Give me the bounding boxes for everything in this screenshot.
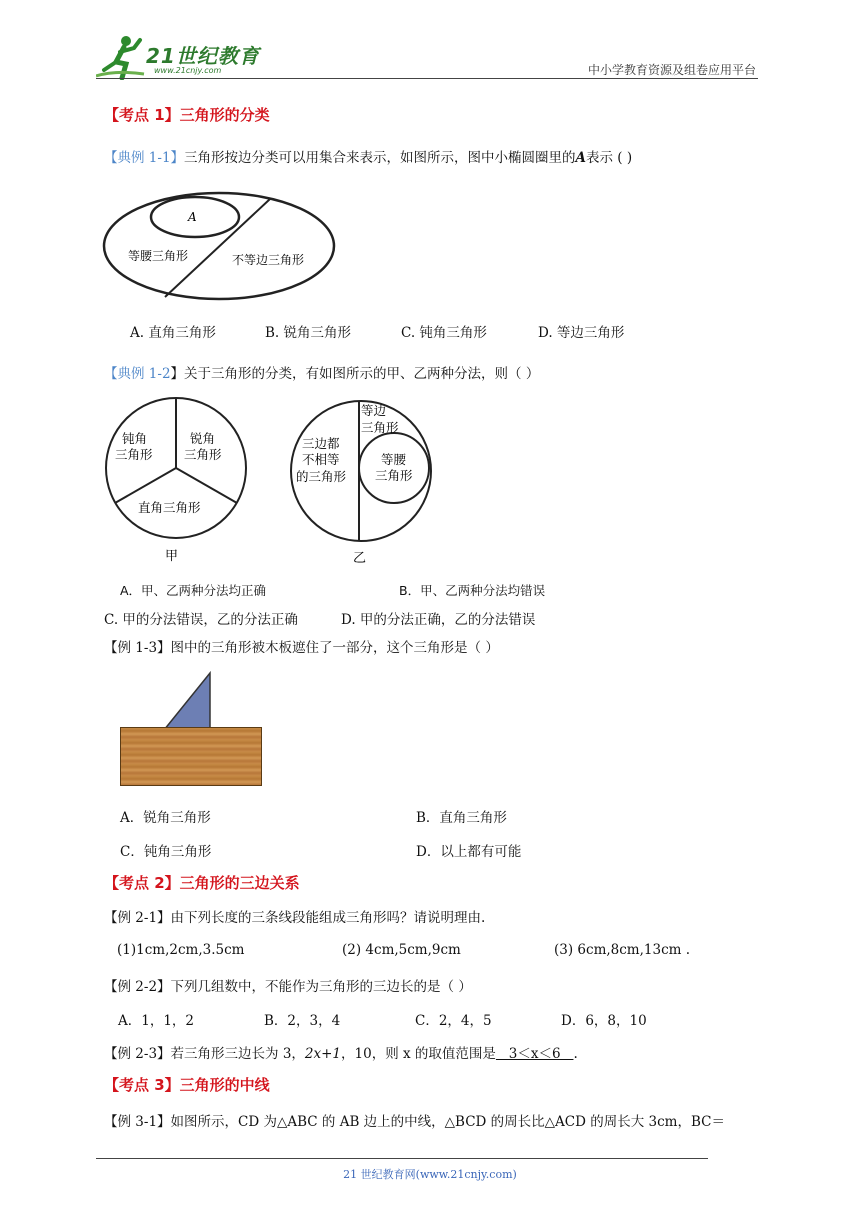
wood-board [120, 727, 262, 786]
section-title-1: 【考点 1】三角形的分类 [104, 106, 270, 124]
example-tag: 【典例 1-2 [104, 366, 171, 382]
yi-label-scalene-2: 不相等 [302, 452, 340, 467]
runner-logo-icon [96, 34, 148, 80]
jia-caption: 甲 [165, 549, 179, 564]
option-d[interactable]: D．以上都有可能 [416, 844, 522, 860]
option-d[interactable]: D. 等边三角形 [538, 325, 625, 341]
jia-label-obtuse-1: 钝角 [122, 431, 148, 446]
set-ellipse-figure [100, 190, 340, 305]
option-a[interactable]: A．甲、乙两种分法均正确 [120, 583, 267, 598]
option-a[interactable]: A. 直角三角形 [130, 325, 216, 341]
example-2-2-question: 【例 2-2】下列几组数中，不能作为三角形的三边长的是（ ） [104, 979, 472, 995]
figure-label-a: A [188, 210, 197, 224]
option-b[interactable]: B．2，3，4 [264, 1013, 341, 1029]
answer-blank: 3＜x＜6 [495, 1046, 574, 1062]
question-expr: 2x+1 [304, 1046, 342, 1062]
yi-label-equilateral-1: 等边 [361, 403, 387, 418]
option-d[interactable]: D. 甲的分法正确，乙的分法错误 [341, 612, 536, 628]
question-text: 【例 2-3】若三角形三边长为 3， [104, 1046, 305, 1062]
header-divider [96, 78, 758, 79]
footer-divider [96, 1158, 708, 1159]
classification-figure-jia [98, 396, 258, 566]
example-1-1-question [104, 146, 632, 166]
question-var: A [575, 150, 587, 166]
option-a[interactable]: A．锐角三角形 [120, 810, 211, 826]
question-text-b: ，10，则 x 的取值范围是 [341, 1046, 496, 1062]
question-end: 表示 ( ) [586, 150, 633, 166]
classification-figure-yi [286, 396, 446, 568]
question-text: 三角形按边分类可以用集合来表示，如图所示，图中小椭圆圈里的 [184, 150, 576, 166]
jia-label-obtuse-2: 三角形 [115, 447, 153, 462]
option-d[interactable]: D．6，8，10 [561, 1013, 647, 1029]
option-c[interactable]: C．钝角三角形 [120, 844, 212, 860]
item-1: (1)1cm,2cm,3.5cm [117, 942, 245, 958]
option-b[interactable]: B．直角三角形 [416, 810, 507, 826]
yi-caption: 乙 [353, 551, 367, 566]
question-text: 关于三角形的分类，有如图所示的甲、乙两种分法，则（ ） [184, 366, 540, 382]
example-tag-end: 】 [170, 366, 185, 382]
example-1-2-question [104, 362, 539, 382]
item-3: (3) 6cm,8cm,13cm . [554, 942, 691, 958]
option-c[interactable]: C．2，4，5 [415, 1013, 492, 1029]
section-title-2: 【考点 2】三角形的三边关系 [104, 874, 300, 892]
item-2: (2) 4cm,5cm,9cm [342, 942, 461, 958]
example-2-3-question [104, 1042, 578, 1062]
yi-label-isosceles-2: 三角形 [375, 468, 413, 483]
jia-label-right: 直角三角形 [138, 500, 201, 515]
logo-text: 21世纪教育 [146, 44, 260, 68]
example-3-1-question: 【例 3-1】如图所示，CD 为△ABC 的 AB 边上的中线，△BCD 的周长比△ACD 的周长大 3cm，BC＝ [104, 1114, 725, 1130]
yi-label-equilateral-2: 三角形 [361, 420, 399, 435]
yi-label-scalene-3: 的三角形 [296, 469, 347, 484]
example-2-1-question: 【例 2-1】由下列长度的三条线段能组成三角形吗？请说明理由. [104, 910, 486, 926]
option-c[interactable]: C. 甲的分法错误，乙的分法正确 [104, 612, 298, 628]
option-b[interactable]: B. 锐角三角形 [265, 325, 352, 341]
example-1-3-question: 【例 1-3】图中的三角形被木板遮住了一部分，这个三角形是（ ） [104, 640, 499, 656]
yi-label-scalene-1: 三边都 [302, 436, 340, 451]
jia-label-acute-1: 锐角 [190, 431, 216, 446]
header-tagline: 中小学教育资源及组卷应用平台 [587, 63, 756, 77]
option-a[interactable]: A．1，1，2 [118, 1013, 195, 1029]
figure-label-isosceles: 等腰三角形 [128, 249, 189, 263]
section-title-3: 【考点 3】三角形的中线 [104, 1076, 270, 1094]
triangle-shape-icon [160, 670, 220, 732]
example-tag: 【典例 1-1】 [104, 150, 185, 166]
jia-label-acute-2: 三角形 [184, 447, 222, 462]
question-end: . [573, 1046, 578, 1062]
logo-url: www.21cnjy.com [154, 66, 222, 75]
option-b[interactable]: B．甲、乙两种分法均错误 [399, 583, 546, 598]
site-logo [96, 34, 266, 82]
option-c[interactable]: C. 钝角三角形 [401, 325, 487, 341]
footer-text: 21 世纪教育网(www.21cnjy.com) [343, 1168, 517, 1181]
yi-label-isosceles-1: 等腰 [381, 452, 407, 467]
figure-label-scalene: 不等边三角形 [232, 253, 305, 267]
